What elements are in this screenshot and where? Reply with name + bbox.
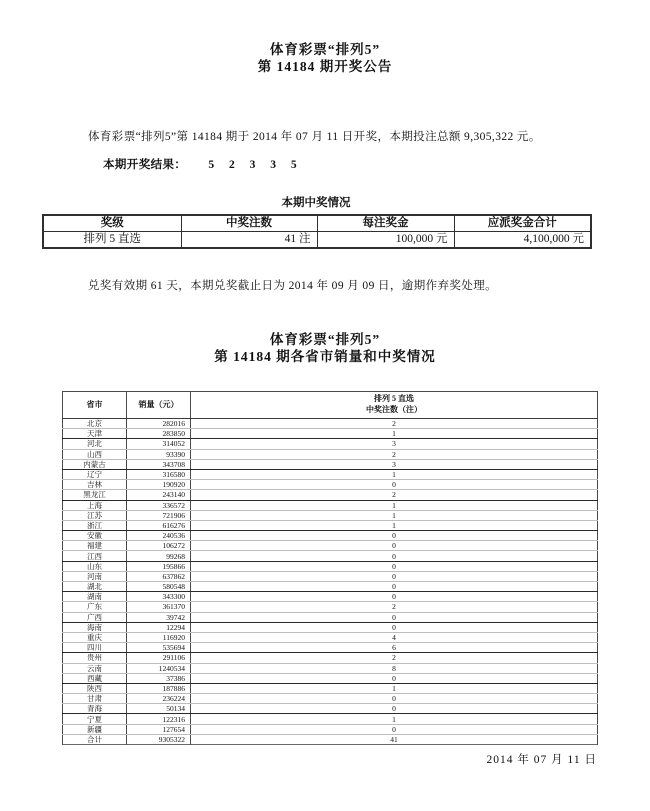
- province-table-cell: 0: [191, 541, 598, 551]
- prize-table-cell: 100,000 元: [317, 232, 454, 249]
- province-sales-table: [62, 391, 598, 745]
- province-table-header-wins: [191, 392, 598, 419]
- province-table-cell: 99268: [127, 551, 191, 561]
- province-table-cell: 2: [191, 602, 598, 612]
- province-table-row: [63, 653, 598, 663]
- winning-numbers: 5 2 3 3 5: [208, 159, 303, 171]
- province-table-cell: 106272: [127, 541, 191, 551]
- section2-title-line1: 体育彩票“排列5”: [269, 332, 381, 347]
- province-table-cell: 0: [191, 612, 598, 622]
- province-table-row: [63, 622, 598, 632]
- province-table-cell: 0: [191, 571, 598, 581]
- province-table-row: [63, 500, 598, 510]
- document-title-line1: 体育彩票“排列5”: [269, 42, 381, 57]
- prize-table-body: [43, 232, 591, 249]
- province-table-row: [63, 673, 598, 683]
- province-table-cell: 广西: [63, 612, 127, 622]
- issue-date: 2014 年 07 月 11 日: [486, 754, 597, 766]
- province-table-cell: 1: [191, 714, 598, 724]
- province-table-cell: 243140: [127, 490, 191, 500]
- province-table-cell: 1: [191, 429, 598, 439]
- prize-table-cell: 41 注: [181, 232, 317, 249]
- province-table-cell: 江苏: [63, 510, 127, 520]
- province-table-cell: 0: [191, 561, 598, 571]
- province-table-cell: 0: [191, 673, 598, 683]
- province-table-row: [63, 734, 598, 744]
- province-table-row: [63, 602, 598, 612]
- province-table-cell: 黑龙江: [63, 490, 127, 500]
- draw-result-line: [103, 156, 303, 172]
- province-table-cell: 宁夏: [63, 714, 127, 724]
- province-table-cell: 343300: [127, 592, 191, 602]
- province-table-row: [63, 520, 598, 530]
- province-table-cell: 336572: [127, 500, 191, 510]
- province-table-cell: 吉林: [63, 480, 127, 490]
- province-table-cell: 316580: [127, 469, 191, 479]
- prize-table-header-total: 应派奖金合计: [454, 215, 591, 232]
- province-table-row: [63, 439, 598, 449]
- province-table-cell: 海南: [63, 622, 127, 632]
- draw-result-label: 本期开奖结果：: [103, 159, 187, 171]
- province-table-cell: 50134: [127, 704, 191, 714]
- province-table-row: [63, 582, 598, 592]
- province-table-cell: 西藏: [63, 673, 127, 683]
- province-table-row: [63, 449, 598, 459]
- province-table-cell: 湖南: [63, 592, 127, 602]
- province-table-cell: 河北: [63, 439, 127, 449]
- province-table-header-wins-line2: 中奖注数（注）: [366, 405, 422, 414]
- province-table-cell: 贵州: [63, 653, 127, 663]
- province-table-row: [63, 480, 598, 490]
- prize-table-cell: 排列 5 直选: [43, 232, 181, 249]
- province-table-header-sales: 销量（元）: [127, 392, 191, 419]
- province-table-cell: 116920: [127, 632, 191, 642]
- province-table-cell: 2: [191, 653, 598, 663]
- province-table-row: [63, 632, 598, 642]
- province-table-cell: 39742: [127, 612, 191, 622]
- province-table-cell: 361370: [127, 602, 191, 612]
- province-table-header-row: [63, 392, 598, 419]
- province-table-cell: 343708: [127, 459, 191, 469]
- province-table-cell: 37386: [127, 673, 191, 683]
- province-table-cell: 辽宁: [63, 469, 127, 479]
- province-table-cell: 41: [191, 734, 598, 744]
- province-table-cell: 9305322: [127, 734, 191, 744]
- province-table-cell: 湖北: [63, 582, 127, 592]
- province-table-cell: 1: [191, 469, 598, 479]
- province-table-cell: 重庆: [63, 632, 127, 642]
- prize-table: [42, 214, 592, 249]
- province-table-cell: 0: [191, 582, 598, 592]
- province-table-cell: 0: [191, 592, 598, 602]
- province-table-cell: 1240534: [127, 663, 191, 673]
- province-table-row: [63, 469, 598, 479]
- province-table-cell: 四川: [63, 643, 127, 653]
- province-table-cell: 北京: [63, 419, 127, 429]
- redeem-deadline-text: 兑奖有效期 61 天，本期兑奖截止日为 2014 年 09 月 09 日，逾期作弃奖处理。: [88, 280, 497, 292]
- province-table-cell: 河南: [63, 571, 127, 581]
- province-table-cell: 240536: [127, 531, 191, 541]
- province-table-cell: 新疆: [63, 724, 127, 734]
- province-table-row: [63, 541, 598, 551]
- province-table-cell: 1: [191, 683, 598, 693]
- province-table-cell: 浙江: [63, 520, 127, 530]
- province-table-cell: 山西: [63, 449, 127, 459]
- province-table-cell: 190920: [127, 480, 191, 490]
- province-table-row: [63, 571, 598, 581]
- draw-summary-text: 体育彩票“排列5”第 14184 期于 2014 年 07 月 11 日开奖，本期投注总额 9,305,322 元。: [88, 131, 541, 143]
- province-table-cell: 云南: [63, 663, 127, 673]
- province-table-cell: 3: [191, 439, 598, 449]
- province-table-cell: 236224: [127, 694, 191, 704]
- province-table-row: [63, 459, 598, 469]
- province-table-cell: 安徽: [63, 531, 127, 541]
- province-table-cell: 0: [191, 480, 598, 490]
- province-table-cell: 291106: [127, 653, 191, 663]
- prize-table-header-level: 奖级: [43, 215, 181, 232]
- province-table-cell: 4: [191, 632, 598, 642]
- province-table-row: [63, 531, 598, 541]
- province-table-row: [63, 612, 598, 622]
- province-table-cell: 1: [191, 500, 598, 510]
- document-title-line2: 第 14184 期开奖公告: [257, 59, 393, 74]
- province-table-row: [63, 592, 598, 602]
- province-table-cell: 535694: [127, 643, 191, 653]
- province-table-cell: 282016: [127, 419, 191, 429]
- province-table-cell: 12294: [127, 622, 191, 632]
- province-table-header-province: 省市: [63, 392, 127, 419]
- province-table-body: [63, 419, 598, 745]
- province-table-cell: 福建: [63, 541, 127, 551]
- province-table-cell: 江西: [63, 551, 127, 561]
- province-table-cell: 721906: [127, 510, 191, 520]
- prize-table-caption: 本期中奖情况: [281, 197, 351, 209]
- province-table-row: [63, 510, 598, 520]
- province-table-cell: 陕西: [63, 683, 127, 693]
- province-table-row: [63, 561, 598, 571]
- province-table-row: [63, 704, 598, 714]
- province-table-cell: 1: [191, 520, 598, 530]
- prize-table-header-row: [43, 215, 591, 232]
- province-table-cell: 山东: [63, 561, 127, 571]
- province-table-cell: 内蒙古: [63, 459, 127, 469]
- province-table-cell: 广东: [63, 602, 127, 612]
- province-table-cell: 616276: [127, 520, 191, 530]
- prize-table-cell: 4,100,000 元: [454, 232, 591, 249]
- province-table-cell: 580548: [127, 582, 191, 592]
- province-table-row: [63, 419, 598, 429]
- province-table-cell: 甘肃: [63, 694, 127, 704]
- province-table-cell: 314052: [127, 439, 191, 449]
- province-table-row: [63, 551, 598, 561]
- province-table-cell: 127654: [127, 724, 191, 734]
- province-table-cell: 637862: [127, 571, 191, 581]
- province-table-row: [63, 643, 598, 653]
- province-table-cell: 2: [191, 449, 598, 459]
- province-table-header-wins-line1: 排列 5 直选: [374, 394, 414, 404]
- province-table-cell: 青海: [63, 704, 127, 714]
- prize-table-header-count: 中奖注数: [181, 215, 317, 232]
- province-table-cell: 195866: [127, 561, 191, 571]
- province-table-cell: 93390: [127, 449, 191, 459]
- province-table-cell: 上海: [63, 500, 127, 510]
- province-table-row: [63, 714, 598, 724]
- province-table-cell: 0: [191, 724, 598, 734]
- province-table-row: [63, 663, 598, 673]
- province-table-cell: 122316: [127, 714, 191, 724]
- province-table-cell: 0: [191, 694, 598, 704]
- prize-table-row: [43, 232, 591, 249]
- province-table-cell: 0: [191, 551, 598, 561]
- province-table-cell: 1: [191, 510, 598, 520]
- prize-table-header-amount: 每注奖金: [317, 215, 454, 232]
- province-table-row: [63, 490, 598, 500]
- province-table-cell: 283850: [127, 429, 191, 439]
- province-table-cell: 0: [191, 622, 598, 632]
- province-table-row: [63, 683, 598, 693]
- province-table-cell: 3: [191, 459, 598, 469]
- province-table-cell: 0: [191, 704, 598, 714]
- province-table-row: [63, 724, 598, 734]
- province-table-cell: 187886: [127, 683, 191, 693]
- province-table-cell: 合计: [63, 734, 127, 744]
- province-table-cell: 2: [191, 419, 598, 429]
- province-table-row: [63, 694, 598, 704]
- province-table-cell: 8: [191, 663, 598, 673]
- province-table-row: [63, 429, 598, 439]
- province-table-cell: 0: [191, 531, 598, 541]
- section2-title-line2: 第 14184 期各省市销量和中奖情况: [214, 349, 436, 364]
- province-table-cell: 6: [191, 643, 598, 653]
- province-table-cell: 天津: [63, 429, 127, 439]
- province-table-cell: 2: [191, 490, 598, 500]
